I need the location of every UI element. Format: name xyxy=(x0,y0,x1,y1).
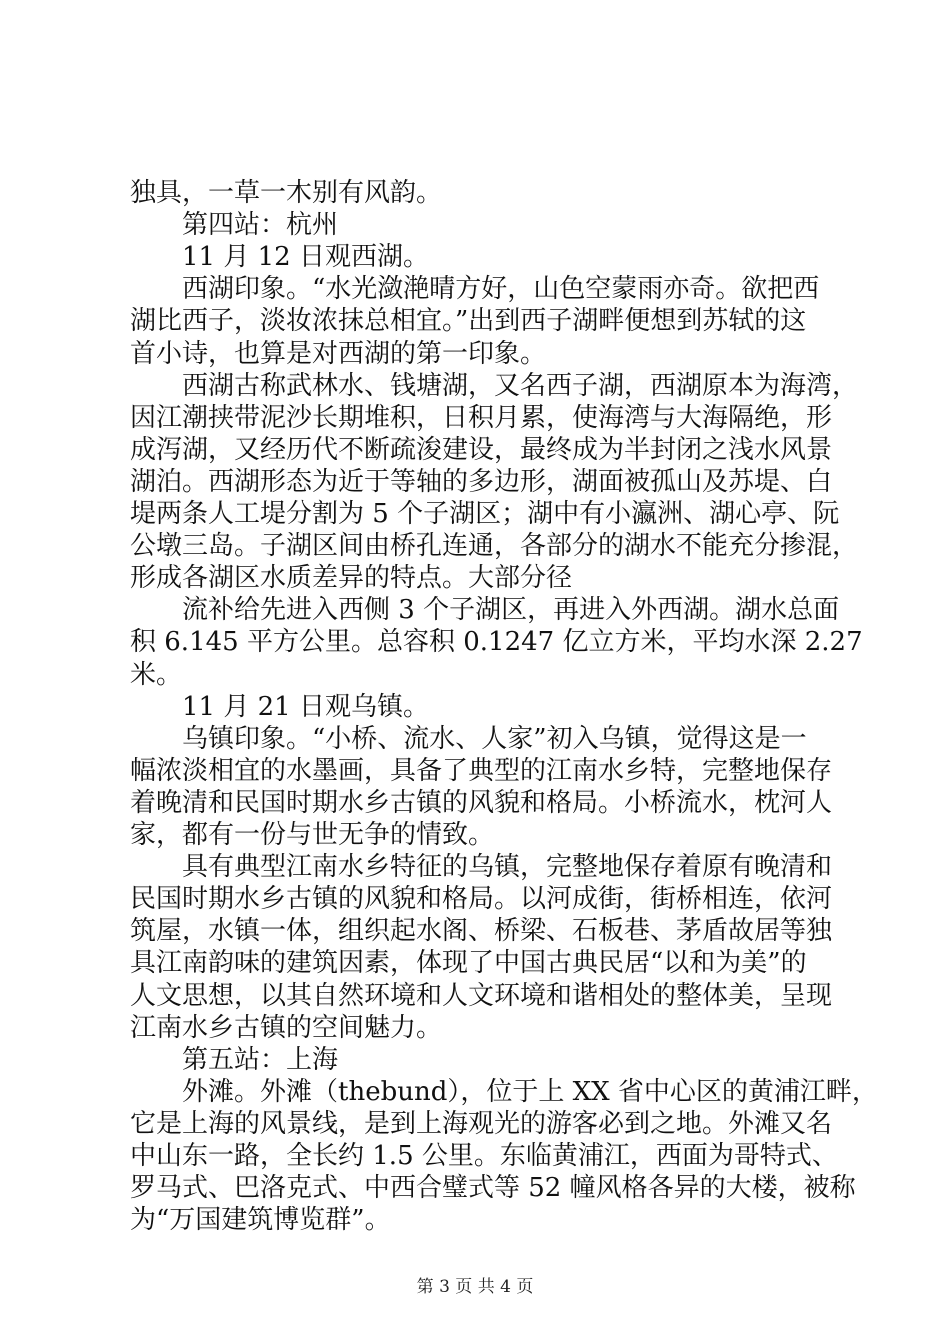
text-line: 成泻湖，又经历代不断疏浚建设，最终成为半封闭之浅水风景 xyxy=(130,435,833,465)
text-line: 具江南韵味的建筑因素，体现了中国古典民居“以和为美”的 xyxy=(130,948,807,978)
text-line: 米。 xyxy=(130,660,183,690)
text-line: 流补给先进入西侧 3 个子湖区，再进入外西湖。湖水总面 xyxy=(182,595,840,625)
text-line: 外滩。外滩（thebund），位于上 XX 省中心区的黄浦江畔， xyxy=(182,1077,878,1107)
text-line: 筑屋，水镇一体，组织起水阁、桥梁、石板巷、茅盾故居等独 xyxy=(130,916,833,946)
text-line: 人文思想，以其自然环境和人文环境和谐相处的整体美，呈现 xyxy=(130,981,833,1011)
text-line: 11 月 21 日观乌镇。 xyxy=(182,692,429,722)
text-line: 家，都有一份与世无争的情致。 xyxy=(130,820,495,850)
text-line: 第五站：上海 xyxy=(182,1045,339,1075)
text-line: 江南水乡古镇的空间魅力。 xyxy=(130,1013,443,1043)
text-line: 11 月 12 日观西湖。 xyxy=(182,242,429,272)
text-line: 积 6.145 平方公里。总容积 0.1247 亿立方米，平均水深 2.27 xyxy=(130,627,863,657)
text-line: 湖泊。西湖形态为近于等轴的多边形，湖面被孤山及苏堤、白 xyxy=(130,467,833,497)
text-line: 中山东一路，全长约 1.5 公里。东临黄浦江，西面为哥特式、 xyxy=(130,1141,838,1171)
text-line: 公墩三岛。子湖区间由桥孔连通，各部分的湖水不能充分掺混， xyxy=(130,531,859,561)
text-line: 西湖印象。“水光潋滟晴方好，山色空蒙雨亦奇。欲把西 xyxy=(182,274,820,304)
text-line: 堤两条人工堤分割为 5 个子湖区；湖中有小瀛洲、湖心亭、阮 xyxy=(130,499,840,529)
text-line: 西湖古称武林水、钱塘湖，又名西子湖，西湖原本为海湾， xyxy=(182,371,859,401)
text-line: 为“万国建筑博览群”。 xyxy=(130,1205,391,1235)
text-line: 它是上海的风景线，是到上海观光的游客必到之地。外滩又名 xyxy=(130,1109,833,1139)
text-line: 形成各湖区水质差异的特点。大部分径 xyxy=(130,563,573,593)
text-line: 罗马式、巴洛克式、中西合璧式等 52 幢风格各异的大楼，被称 xyxy=(130,1173,856,1203)
text-line: 第四站：杭州 xyxy=(182,210,339,240)
text-line: 民国时期水乡古镇的风貌和格局。以河成街，街桥相连，依河 xyxy=(130,884,833,914)
text-line: 首小诗，也算是对西湖的第一印象。 xyxy=(130,339,547,369)
text-line: 湖比西子，淡妆浓抹总相宜。”出到西子湖畔便想到苏轼的这 xyxy=(130,306,807,336)
text-line: 具有典型江南水乡特征的乌镇，完整地保存着原有晚清和 xyxy=(182,852,833,882)
text-line: 乌镇印象。“小桥、流水、人家”初入乌镇，觉得这是一 xyxy=(182,724,807,754)
text-line: 幅浓淡相宜的水墨画，具备了典型的江南水乡特，完整地保存 xyxy=(130,756,833,786)
text-line: 独具，一草一木别有风韵。 xyxy=(130,178,443,208)
page-footer: 第 3 页 共 4 页 xyxy=(416,1277,534,1297)
text-line: 因江潮挟带泥沙长期堆积，日积月累，使海湾与大海隔绝，形 xyxy=(130,403,833,433)
text-line: 着晚清和民国时期水乡古镇的风貌和格局。小桥流水，枕河人 xyxy=(130,788,833,818)
